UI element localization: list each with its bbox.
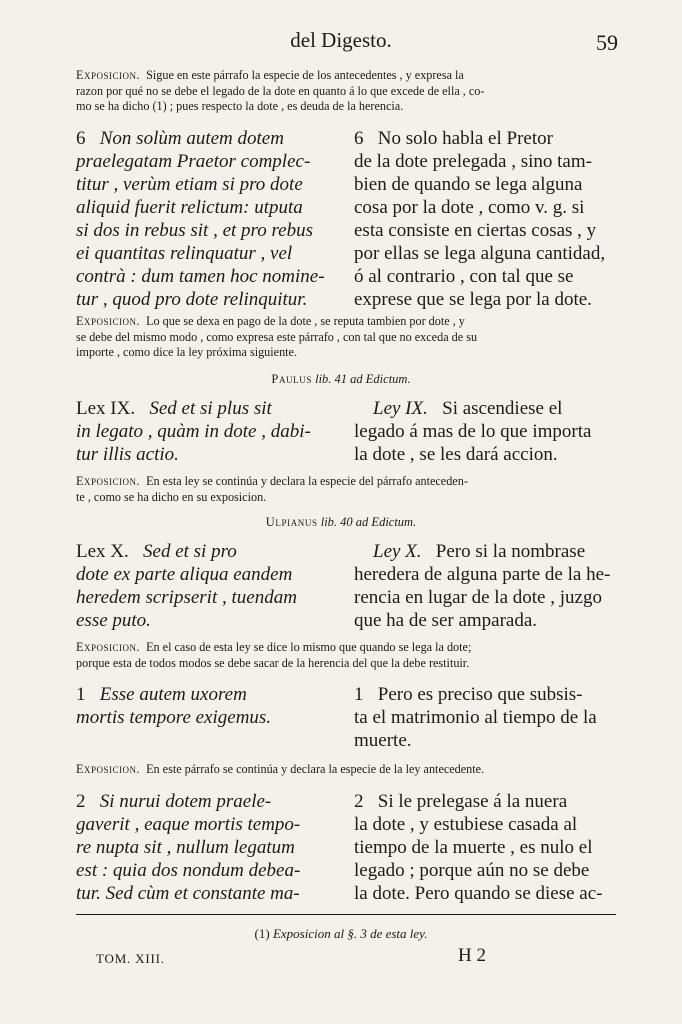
footnote-text: Exposicion al §. 3 de esta ley. <box>272 926 428 941</box>
paragraph-number: 1 <box>354 684 364 705</box>
source-heading: Paulus lib. 41 ad Edictum. <box>271 372 411 386</box>
page-header-title: del Digesto. <box>290 28 392 52</box>
exposition-lead: Exposicion. <box>76 68 140 82</box>
latin-column-lex-10: Lex X. Sed et si pro dote ex parte aliqua eandem heredem scripserit , tuendam esse puto. <box>76 541 297 631</box>
spanish-column-paragraph-2: 2 Si le prelegase á la nuera la dote , y estubiese casada al tiempo de la muerte , es nulo el legado ; porque aún no se debe la dote. Pero quando se diese ac- <box>354 791 603 904</box>
paragraph-number: 6 <box>354 128 364 149</box>
footnote-rule <box>76 914 616 915</box>
paragraph-number: 1 <box>76 684 86 705</box>
spanish-column-paragraph-1: 1 Pero es preciso que subsis- ta el matrimonio al tiempo de la muerte. <box>354 684 597 751</box>
exposition-block: Exposicion. En esta ley se continúa y declara la especie del párrafo anteceden- te , como se ha dicho en su exposicion. <box>76 474 468 504</box>
paragraph-number: 2 <box>354 791 364 812</box>
exposition-line: razon por qué no se debe el legado de la dote en quanto á lo que excede de ella , co- <box>76 83 485 98</box>
spanish-column-paragraph-6: 6 No solo habla el Pretor de la dote prelegada , sino tam- bien de quando se lega alguna cosa por la dote , como v. g. si esta consiste en ciertas cosas , y por ellas se lega alguna cantidad, ó al contrario , con tal que se exprese que se lega por la dote. <box>354 128 606 310</box>
gathering-signature: H 2 <box>458 945 486 966</box>
spanish-column-ley-9: Ley IX. Si ascendiese el legado á mas de lo que importa la dote , se les dará accion. <box>354 398 592 465</box>
exposition-lead: Exposicion. <box>76 474 140 488</box>
ley-title: Ley X. <box>373 541 422 562</box>
paragraph-number: 6 <box>76 128 86 149</box>
exposition-line: Exposicion. Sigue en este párrafo la especie de los antecedentes , y expresa la <box>76 68 464 82</box>
latin-column-lex-9: Lex IX. Sed et si plus sit in legato , quàm in dote , dabi- tur illis actio. <box>76 398 311 465</box>
latin-column-paragraph-1: 1 Esse autem uxorem mortis tempore exigemus. <box>76 684 272 728</box>
lex-title: Lex IX. <box>76 398 136 419</box>
exposition-lead: Exposicion. <box>76 314 140 328</box>
exposition-block: Exposicion. Lo que se dexa en pago de la dote , se reputa tambien por dote , y se debe del mismo modo , como expresa este párrafo , con tal que no exceda de su importe , como dice la ley próxima siguiente. <box>76 314 478 359</box>
ley-title: Ley IX. <box>373 398 428 419</box>
paragraph-number: 2 <box>76 791 86 812</box>
exposition-line: mo se ha dicho (1) ; pues respecto la dote , es deuda de la herencia. <box>76 99 404 113</box>
latin-column-paragraph-2: 2 Si nurui dotem praele- gaverit , eaque mortis tempo- re nupta sit , nullum legatum est : quia dos nondum debea- tur. Sed cùm et constante ma- <box>76 791 301 904</box>
footnote-mark: (1) <box>254 926 270 941</box>
exposition-block: Exposicion. En este párrafo se continúa y declara la especie de la ley antecedente. <box>76 762 485 776</box>
spanish-column-ley-10: Ley X. Pero si la nombrase heredera de alguna parte de la he- rencia en lugar de la dote , juzgo que ha de ser amparada. <box>354 541 611 631</box>
footnote <box>0 926 682 942</box>
exposition-lead: Exposicion. <box>76 762 140 776</box>
source-heading: Ulpianus lib. 40 ad Edictum. <box>265 515 417 529</box>
volume-signature: TOM. XIII. <box>96 951 165 966</box>
exposition-block <box>76 68 616 115</box>
exposition-block: Exposicion. En el caso de esta ley se dice lo mismo que quando se lega la dote; porque esta de todos modos se debe sacar de la herencia del que la debe restituir. <box>76 640 472 670</box>
exposition-lead: Exposicion. <box>76 640 140 654</box>
lex-title: Lex X. <box>76 541 129 562</box>
latin-column-paragraph-6: 6 Non solùm autem dotem praelegatam Praetor complec- titur , verùm etiam si pro dote aliquid fuerit relictum: utputa si dos in rebus sit , et pro rebus ei quantitas relinquatur , vel contrà : dum tamen hoc nomine- tur , quod pro dote relinquitur. <box>76 128 325 310</box>
page-number: 59 <box>596 30 618 55</box>
